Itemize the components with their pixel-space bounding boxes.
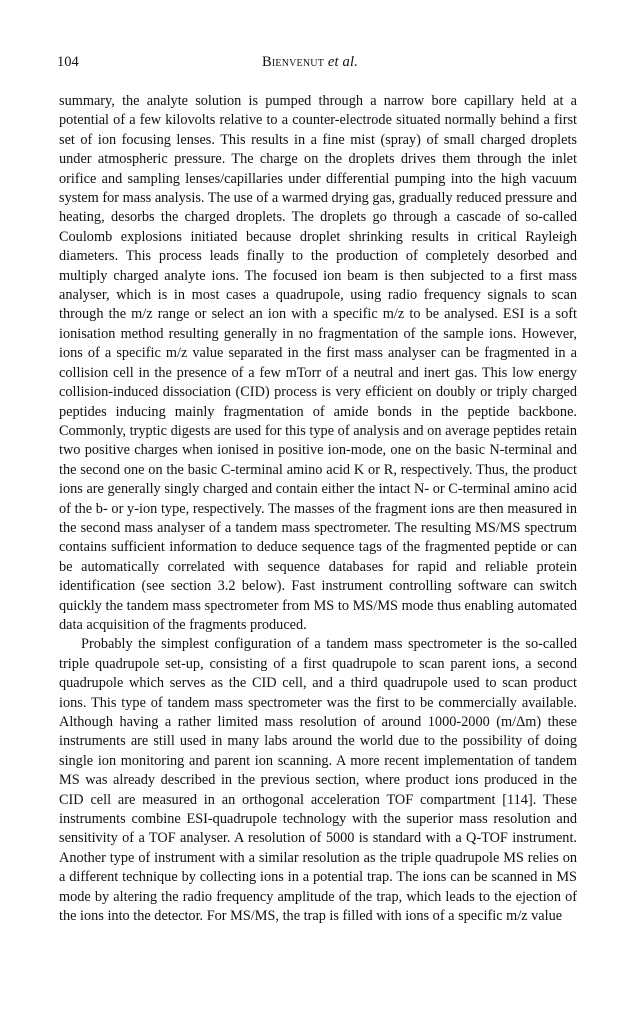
paragraph-continued: summary, the analyte solution is pumped through a narrow bore capillary held at a potential of a few kilovolts relative to a counter-electrode situated normally behind a first set of ion focusing lenses. This results in a fine mist (spray) of small charged droplets under atmospheric pressure. The charge on the droplets drives them through the inlet orifice and sampling lenses/capillaries under differential pumping into the high vacuum system for mass analysis. The use of a warmed drying gas, gradually reduced pressure and heating, desorbs the charged droplets. The droplets go through a cascade of so-called Coulomb explosions initiated because droplet shrinking results in critical Rayleigh diameters. This process leads finally to the production of completely desorbed and multiply charged analyte ions. The focused ion beam is then subjected to a first mass analyser, which is in most cases a quadrupole, using radio frequency signals to scan through the m/z range or select an ion with a specific m/z to be analysed. ESI is a soft ionisation method resulting generally in no fragmentation of the sample ions. However, ions of a specific m/z value separated in the first mass analyser can be fragmented in a collision cell in the presence of a few mTorr of a neutral and inert gas. This low energy collision-induced dissociation (CID) process is very efficient on doubly or triply charged peptides inducing mainly fragmentation of amide bonds in the peptide backbone. Commonly, tryptic digests are used for this type of analysis and on average peptides retain two positive charges when ionised in positive ion-mode, one on the basic N-terminal and the second one on the basic C-terminal amino acid K or R, respectively. Thus, the product ions are generally singly charged and contain either the intact N- or C-terminal amino acid of the b- or y-ion type, respectively. The masses of the fragment ions are then measured in the second mass analyser of a tandem mass spectrometer. The resulting MS/MS spectrum contains sufficient information to deduce sequence tags of the fragmented peptide or can be automatically correlated with sequence databases for rapid and reliable protein identification (see section 3.2 below). Fast instrument controlling software can switch quickly the tandem mass spectrometer from MS to MS/MS mode thus enabling automated data acquisition of the fragments produced. — [59, 93, 577, 633]
page-header — [57, 52, 577, 72]
paragraph-tandem-ms: Probably the simplest configuration of a tandem mass spectrometer is the so-called triple quadrupole set-up, consisting of a first quadrupole to scan parent ions, a second quadrupole which serves as the CID cell, and a third quadrupole used to scan product ions. This type of tandem mass spectrometer was the first to be commercially available. Although having a rather limited mass resolution of around 1000-2000 (m/Δm) these instruments are still used in many labs around the world due to the possibility of doing single ion monitoring and parent ion scanning. A more recent implementation of tandem MS was already described in the previous section, where product ions produced in the CID cell are measured in an orthogonal acceleration TOF compartment [114]. These instruments combine ESI-quadrupole technology with the superior mass resolution and sensitivity of a TOF analyser. A resolution of 5000 is standard with a Q-TOF instrument. Another type of instrument with a similar resolution as the triple quadrupole MS relies on a different technique by collecting ions in a potential trap. The ions can be scanned in MS mode by altering the radio frequency amplitude of the trap, which leads to the ejection of the ions into the detector. For MS/MS, the trap is filled with ions of a specific m/z value — [59, 636, 577, 925]
body-text — [59, 92, 577, 926]
running-head-etal: et al. — [327, 54, 359, 70]
page-number: 104 — [57, 54, 79, 70]
running-head-author: Bienvenut — [262, 54, 325, 70]
running-head — [262, 52, 358, 72]
